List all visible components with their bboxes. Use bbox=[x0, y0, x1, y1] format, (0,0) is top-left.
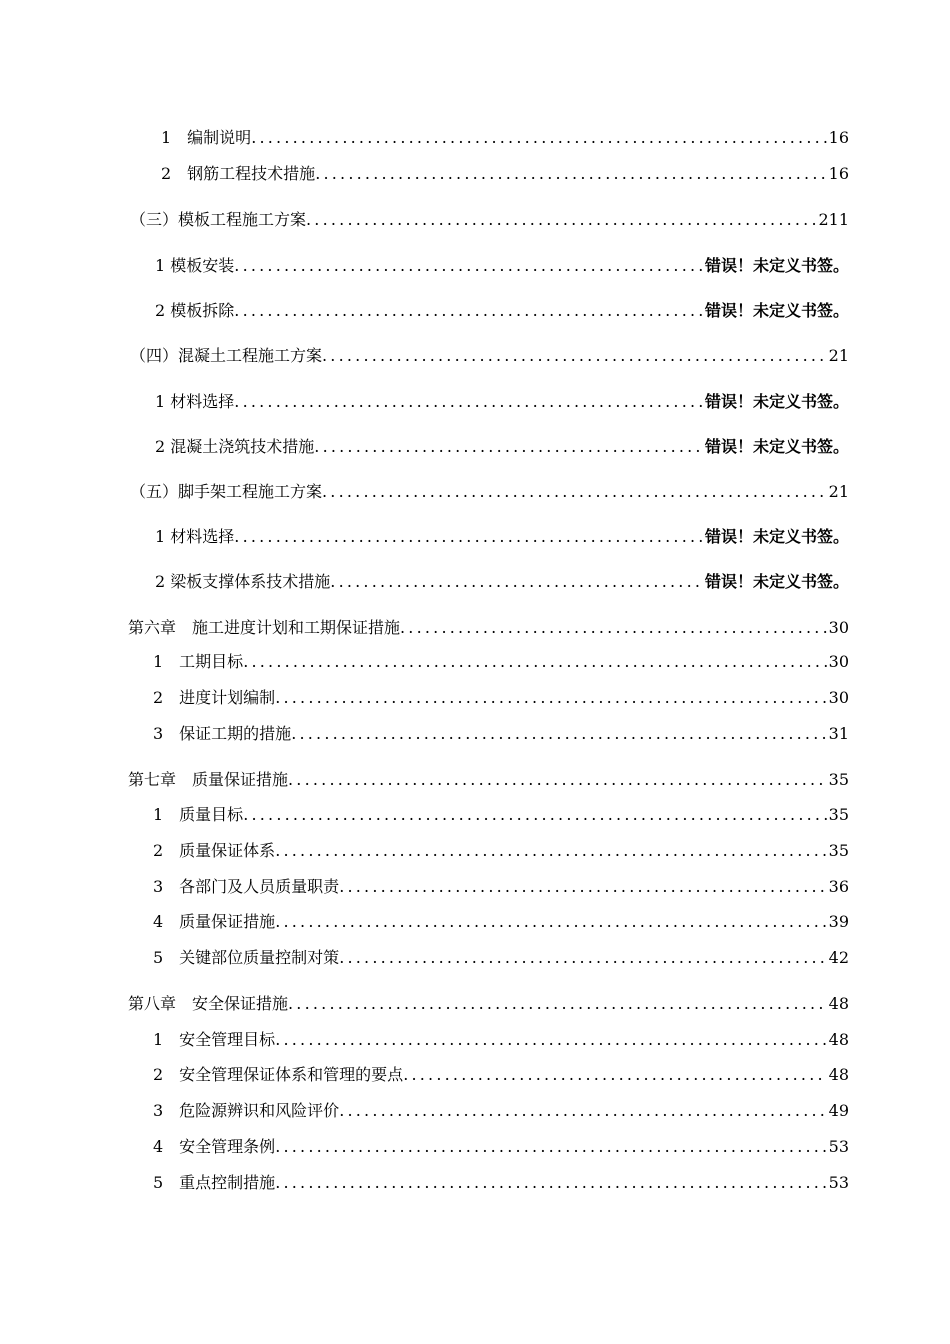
toc-entry[interactable] bbox=[153, 723, 849, 745]
toc-leader-dots bbox=[275, 1136, 826, 1158]
toc-leader-dots bbox=[403, 1064, 826, 1086]
toc-entry-page: 36 bbox=[828, 877, 849, 896]
toc-entry[interactable] bbox=[153, 911, 849, 933]
toc-entry-page-error: 错误！未定义书签。 bbox=[704, 527, 849, 546]
toc-entry-page: 35 bbox=[828, 770, 849, 789]
toc-entry[interactable] bbox=[161, 127, 849, 149]
toc-entry-title: 1 安全管理目标 bbox=[153, 1030, 276, 1049]
toc-entry-page: 31 bbox=[828, 724, 849, 743]
toc-leader-dots bbox=[275, 911, 826, 933]
toc-entry[interactable] bbox=[153, 1064, 849, 1086]
toc-entry[interactable] bbox=[128, 993, 849, 1015]
toc-leader-dots bbox=[315, 163, 826, 185]
toc-entry-page: 35 bbox=[828, 841, 849, 860]
toc-entry-title: 第八章 安全保证措施 bbox=[128, 994, 289, 1013]
toc-leader-dots bbox=[251, 127, 826, 149]
toc-entry[interactable] bbox=[153, 804, 849, 826]
toc-entry[interactable] bbox=[153, 876, 849, 898]
toc-entry-title: 2 模板拆除 bbox=[155, 301, 235, 320]
toc-entry-title: 3 保证工期的措施 bbox=[153, 724, 292, 743]
toc-entry-page-error: 错误！未定义书签。 bbox=[704, 572, 849, 591]
toc-entry-title: 1 编制说明 bbox=[161, 128, 252, 147]
toc-entry[interactable] bbox=[153, 947, 849, 969]
toc-leader-dots bbox=[275, 687, 826, 709]
toc-entry[interactable] bbox=[155, 571, 849, 593]
toc-entry-page: 211 bbox=[818, 210, 849, 229]
toc-entry-title: 4 安全管理条例 bbox=[153, 1137, 276, 1156]
toc-leader-dots bbox=[322, 345, 827, 367]
toc-entry-title: 2 梁板支撑体系技术措施 bbox=[155, 572, 331, 591]
toc-leader-dots bbox=[275, 840, 826, 862]
toc-entry-page: 48 bbox=[828, 994, 849, 1013]
toc-entry-page: 42 bbox=[828, 948, 849, 967]
toc-entry-title: 第六章 施工进度计划和工期保证措施 bbox=[128, 618, 401, 637]
toc-entry[interactable] bbox=[155, 391, 849, 413]
toc-entry[interactable] bbox=[155, 255, 849, 277]
toc-entry-page: 30 bbox=[828, 688, 849, 707]
toc-entry-title: 第七章 质量保证措施 bbox=[128, 770, 289, 789]
toc-entry[interactable] bbox=[153, 687, 849, 709]
toc-entry[interactable] bbox=[155, 526, 849, 548]
toc-entry[interactable] bbox=[153, 1136, 849, 1158]
toc-entry-title: （四）混凝土工程施工方案 bbox=[130, 346, 323, 365]
toc-entry[interactable] bbox=[128, 617, 849, 639]
toc-entry-page: 48 bbox=[828, 1065, 849, 1084]
toc-entry[interactable] bbox=[130, 345, 849, 367]
toc-leader-dots bbox=[275, 1029, 826, 1051]
toc-entry-page: 49 bbox=[828, 1101, 849, 1120]
toc-entry[interactable] bbox=[153, 651, 849, 673]
toc-entry-page: 30 bbox=[828, 618, 849, 637]
toc-entry-page: 16 bbox=[828, 164, 849, 183]
toc-entry-title: 2 钢筋工程技术措施 bbox=[161, 164, 316, 183]
toc-entry-page-error: 错误！未定义书签。 bbox=[704, 256, 849, 275]
toc-leader-dots bbox=[288, 769, 827, 791]
toc-entry-page: 30 bbox=[828, 652, 849, 671]
toc-leader-dots bbox=[339, 1100, 826, 1122]
toc-leader-dots bbox=[314, 436, 703, 458]
toc-entry[interactable] bbox=[128, 769, 849, 791]
toc-entry[interactable] bbox=[130, 209, 849, 231]
toc-entry-title: 1 模板安装 bbox=[155, 256, 235, 275]
toc-entry-page: 16 bbox=[828, 128, 849, 147]
toc-entry-page: 53 bbox=[828, 1137, 849, 1156]
toc-entry-title: （五）脚手架工程施工方案 bbox=[130, 482, 323, 501]
toc-entry-title: 3 各部门及人员质量职责 bbox=[153, 877, 340, 896]
toc-leader-dots bbox=[243, 804, 826, 826]
toc-leader-dots bbox=[234, 526, 703, 548]
toc-entry-title: 2 进度计划编制 bbox=[153, 688, 276, 707]
toc-entry-title: 1 质量目标 bbox=[153, 805, 244, 824]
toc-entry-page: 48 bbox=[828, 1030, 849, 1049]
toc-entry-title: 4 质量保证措施 bbox=[153, 912, 276, 931]
toc-entry[interactable] bbox=[155, 300, 849, 322]
toc-leader-dots bbox=[291, 723, 826, 745]
toc-entry-page: 39 bbox=[828, 912, 849, 931]
toc-leader-dots bbox=[234, 391, 703, 413]
toc-entry[interactable] bbox=[153, 1172, 849, 1194]
toc-entry[interactable] bbox=[153, 840, 849, 862]
toc-entry-title: 2 质量保证体系 bbox=[153, 841, 276, 860]
toc-leader-dots bbox=[330, 571, 703, 593]
toc-entry-title: 5 关键部位质量控制对策 bbox=[153, 948, 340, 967]
toc-entry[interactable] bbox=[130, 481, 849, 503]
toc-leader-dots bbox=[339, 876, 826, 898]
toc-entry-page: 21 bbox=[828, 346, 849, 365]
toc-entry-title: 2 混凝土浇筑技术措施 bbox=[155, 437, 315, 456]
toc-entry-title: 1 材料选择 bbox=[155, 527, 235, 546]
toc-entry-title: 1 材料选择 bbox=[155, 392, 235, 411]
toc-entry-title: 5 重点控制措施 bbox=[153, 1173, 276, 1192]
toc-entry-title: 1 工期目标 bbox=[153, 652, 244, 671]
toc-entry-page: 53 bbox=[828, 1173, 849, 1192]
toc-entry-title: （三）模板工程施工方案 bbox=[130, 210, 307, 229]
toc-entry-title: 3 危险源辨识和风险评价 bbox=[153, 1101, 340, 1120]
toc-leader-dots bbox=[400, 617, 827, 639]
toc-entry[interactable] bbox=[153, 1100, 849, 1122]
toc-leader-dots bbox=[339, 947, 826, 969]
toc-entry-page: 35 bbox=[828, 805, 849, 824]
toc-leader-dots bbox=[275, 1172, 826, 1194]
toc-entry-page-error: 错误！未定义书签。 bbox=[704, 392, 849, 411]
toc-leader-dots bbox=[243, 651, 826, 673]
toc-entry-page-error: 错误！未定义书签。 bbox=[704, 437, 849, 456]
toc-entry-page-error: 错误！未定义书签。 bbox=[704, 301, 849, 320]
toc-leader-dots bbox=[322, 481, 827, 503]
toc-leader-dots bbox=[234, 255, 703, 277]
toc-entry[interactable] bbox=[161, 163, 849, 185]
toc-entry[interactable] bbox=[153, 1029, 849, 1051]
toc-leader-dots bbox=[234, 300, 703, 322]
toc-leader-dots bbox=[306, 209, 816, 231]
toc-entry-page: 21 bbox=[828, 482, 849, 501]
toc-entry[interactable] bbox=[155, 436, 849, 458]
toc-entry-title: 2 安全管理保证体系和管理的要点 bbox=[153, 1065, 404, 1084]
toc-leader-dots bbox=[288, 993, 827, 1015]
